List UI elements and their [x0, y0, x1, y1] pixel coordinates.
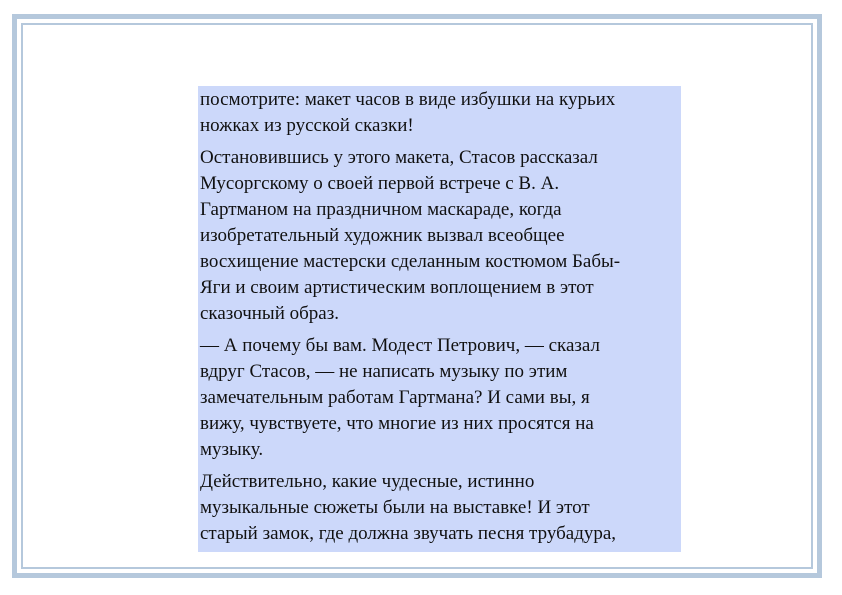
- text-line: музыку.: [200, 439, 264, 460]
- text-line: посмотрите: макет часов в виде избушки на курьих: [200, 89, 616, 110]
- text-line: Мусоргскому о своей первой встрече с В. А.: [200, 173, 560, 194]
- text-line: Яги и своим артистическим воплощением в этот: [200, 277, 594, 298]
- paragraph-3: [200, 333, 681, 463]
- text-line: музыкальные сюжеты были на выставке! И этот: [200, 497, 590, 518]
- text-line: восхищение мастерски сделанным костюмом Бабы-: [200, 251, 621, 272]
- slide-text-block[interactable]: [198, 86, 681, 552]
- text-line: сказочный образ.: [200, 303, 339, 324]
- text-line: ножках из русской сказки!: [200, 115, 414, 136]
- paragraph-1: [200, 87, 681, 139]
- text-line: Гартманом на праздничном маскараде, когда: [200, 199, 562, 220]
- text-line: старый замок, где должна звучать песня трубадура,: [200, 523, 617, 544]
- text-line: вижу, чувствуете, что многие из них просятся на: [200, 413, 594, 434]
- text-line: замечательным работам Гартмана? И сами вы, я: [200, 387, 590, 408]
- paragraph-2: [200, 145, 681, 327]
- text-line: изобретательный художник вызвал всеобщее: [200, 225, 565, 246]
- text-line: вдруг Стасов, — не написать музыку по этим: [200, 361, 568, 382]
- text-line: Действительно, какие чудесные, истинно: [200, 471, 535, 492]
- text-line: Остановившись у этого макета, Стасов рассказал: [200, 147, 598, 168]
- paragraph-4: [200, 469, 681, 547]
- text-line: — А почему бы вам. Модест Петрович, — сказал: [200, 335, 600, 356]
